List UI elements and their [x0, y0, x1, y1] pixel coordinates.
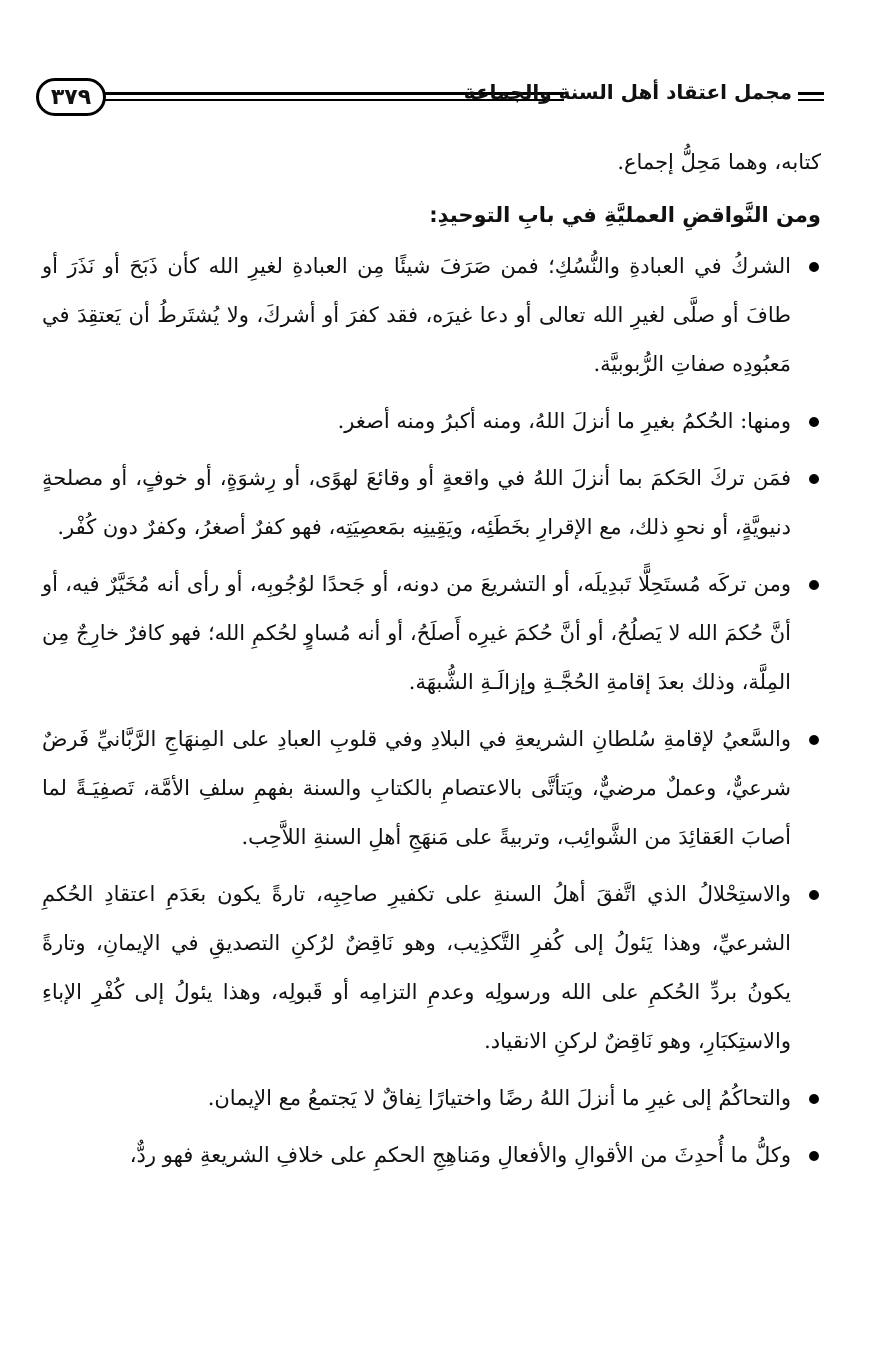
list-item-text: والاستِحْلالُ الذي اتَّفقَ أهلُ السنةِ على تكفيرِ صاحِبِه، تارةً يكون بعَدَمِ اعتقادِ الحُكمِ الشرعيِّ، وهذا يَئولُ إلى كُفرِ التَّكذِيب، وهو نَاقِضٌ لرُكنِ التصديقِ في الإيمانِ، وتارةً يكونُ بردِّ الحُكمِ على الله ورسولِه وعدمِ التزامِه أو قَبولِه، وهذا يئولُ إلى كُفْرِ الإباءِ والاستِكبَارِ، وهو نَاقِضٌ لركنِ الانقياد.: [42, 882, 791, 1053]
header-end-rule-lower: [798, 99, 824, 101]
list-item-text: ومن تركَه مُستَحِلًّا تَبدِيلَه، أو التشريعَ من دونه، أو جَحدًا لوُجُوبِه، أو رأى أنه مُخَيَّرٌ فيه، أو أنَّ حُكمَ الله لا يَصلُحُ، أو أنَّ حُكمَ غيرِه أَصلَحُ، أو أنه مُساوٍ لحُكمِ الله؛ فهو كافرٌ خارِجٌ مِن المِلَّة، وذلك بعدَ إقامةِ الحُجَّـةِ وإزالَـةِ الشُّبهَة.: [42, 572, 791, 694]
list-item: [42, 715, 821, 862]
page-header: [36, 78, 824, 122]
bullet-list: [42, 242, 821, 1180]
bullet-icon: [809, 474, 819, 484]
bullet-icon: [809, 417, 819, 427]
bullet-icon: [809, 1094, 819, 1104]
intro-line: كتابه، وهما مَحِلُّ إجماع.: [617, 150, 821, 174]
bullet-icon: [809, 1151, 819, 1161]
list-item: [42, 397, 821, 446]
list-item-text: وكلُّ ما أُحدِثَ من الأقوالِ والأفعالِ ومَناهِجِ الحكمِ على خلافِ الشريعةِ فهو ردٌّ،: [129, 1143, 791, 1167]
bullet-icon: [809, 890, 819, 900]
list-item: [42, 1131, 821, 1180]
bullet-icon: [809, 735, 819, 745]
bullet-icon: [809, 262, 819, 272]
bullet-icon: [809, 580, 819, 590]
running-title: مجمل اعتقاد أهل السنة والجماعة: [463, 80, 792, 104]
list-item: [42, 242, 821, 389]
section-heading: ومن النَّواقضِ العمليَّةِ في بابِ التوحيدِ:: [429, 203, 821, 227]
list-item-text: والتحاكُمُ إلى غيرِ ما أنزلَ اللهُ رضًا واختيارًا نِفاقٌ لا يَجتمعُ مع الإيمان.: [207, 1086, 791, 1110]
header-end-rule: [798, 92, 824, 95]
list-item-text: فمَن تركَ الحَكمَ بما أنزلَ اللهُ في واقعةٍ أو وقائعَ لهوًى، أو رِشوَةٍ، أو خوفٍ، أو مصلحةٍ دنيويَّةٍ، أو نحوِ ذلك، مع الإقرارِ بخَطَئِه، ويَقِينِه بمَعصِيَتِه، فهو كفرٌ أصغرُ، وكفرٌ دون كُفْر.: [42, 466, 791, 539]
list-item-text: ومنها: الحُكمُ بغيرِ ما أنزلَ اللهُ، ومنه أكبرُ ومنه أصغر.: [337, 409, 791, 433]
list-item: [42, 560, 821, 707]
page-number: ٣٧٩: [36, 78, 106, 116]
page-body: [42, 138, 821, 1188]
list-item: [42, 1074, 821, 1123]
list-item-text: والسَّعيُ لإقامةِ سُلطانِ الشريعةِ في البلادِ وفي قلوبِ العبادِ على المِنهَاجِ الرَّبَّانيِّ فَرضٌ شرعيٌّ، وعملٌ مرضيٌّ، ويَتأتَّى بالاعتصامِ بالكتابِ والسنة بفهمِ سلفِ الأمَّة، تَصفِيَـةً لما أصابَ العَقائِدَ من الشَّوائِب، وتربيةً على مَنهَجِ أهلِ السنةِ اللاَّحِب.: [42, 727, 791, 849]
list-item-text: الشركُ في العبادةِ والنُّسُكِ؛ فمن صَرَفَ شيئًا مِن العبادةِ لغيرِ الله كأن ذَبَحَ أو نَذَرَ أو طافَ أو صلَّى لغيرِ الله تعالى أو دعا غيرَه، فقد كفرَ أو أشركَ، ولا يُشتَرطُ أن يَعتقِدَ في مَعبُودِه صفاتِ الرُّبوبيَّة.: [42, 254, 791, 376]
list-item: [42, 870, 821, 1066]
list-item: [42, 454, 821, 552]
